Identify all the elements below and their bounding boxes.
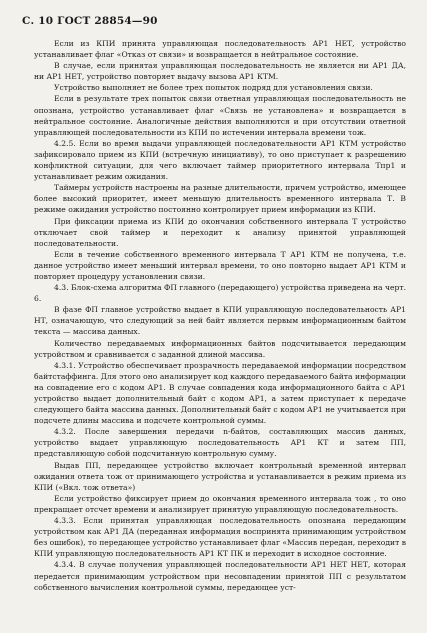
- body-text: [34, 38, 406, 593]
- page-number: С. 10: [22, 15, 54, 27]
- standard-code: ГОСТ 28854—90: [57, 15, 158, 27]
- paragraph: 4.2.5. Если во время выдачи управляющей последовательности АР1 КТМ устройство зафиксировало прием из КПИ (встречную инициативу), то оно приступает к разрешению конфликтной ситуации, для чего включает таймер приоритетного интервала Тпр1 и устанавливает режим ожидания.: [34, 138, 406, 182]
- paragraph: Если из КПИ принята управляющая последовательность АР1 НЕТ, устройство устанавливает флаг «Отказ от связи» и возвращается в нейтральное состояние.: [34, 39, 406, 60]
- paragraph: При фиксации приема из КПИ до окончания собственного интервала Т устройство отключает свой таймер и переходит к анализу принятой управляющей последовательности.: [34, 216, 406, 248]
- paragraph: Таймеры устройств настроены на разные длительности, причем устройство, имеющее более высокий приоритет, имеет меньшую длительность временного интервала Т. В режиме ожидания устройство постоянно контролирует прием информации из КПИ.: [34, 183, 406, 215]
- paragraph: Если в течение собственного временного интервала Т АР1 КТМ не получена, т.е. данное устройство имеет меньший интервал времени, то оно повторно выдает АР1 КТМ и повторяет процедуру установления связи.: [34, 249, 406, 281]
- paragraph: В фазе ФП главное устройство выдает в КПИ управляющую последовательность АР1 НТ, означающую, что следующий за ней байт является первым информационным байтом текста — массива данных.: [34, 305, 406, 337]
- page-header: [22, 15, 158, 27]
- paragraph: Выдав ПП, передающее устройство включает контрольный временной интервал ожидания ответа τож от принимающего устройства и устанавливается в режим приема из КПИ («Вкл. τож ответа»): [34, 460, 406, 492]
- paragraph: 4.3. Блок-схема алгоритма ФП главного (передающего) устройства приведена на черт. 6.: [34, 283, 406, 304]
- paragraph: Если устройство фиксирует прием до окончания временного интервала τож , то оно прекращает отсчет времени и анализирует принятую управляющую последовательность.: [34, 493, 406, 514]
- paragraph: 4.3.1. Устройство обеспечивает прозрачность передаваемой информации посредством байтстаффинга. Для этого оно анализирует код каждого передаваемого байта информации на совпадение его с кодом АР1. В случае совпадения кода информационного байта с АР1 устройство выдает дополнительный байт с кодом АР1, а затем приступает к передаче следующего байта массива данных. Дополнительный байт с кодом АР1 не учитывается при подсчете длины массива и подсчете контрольной суммы.: [34, 360, 406, 426]
- paragraph: 4.3.2. После завершения передачи n-байтов, составляющих массив данных, устройство выдает управляющую последовательность АР1 КТ и затем ПП, представляющую собой подсчитанную контрольную сумму.: [34, 427, 406, 459]
- paragraph: Если в результате трех попыток связи ответная управляющая последовательность не опознана, устройство устанавливает флаг «Связь не установлена» и возвращается в нейтральное состояние. Аналогичные действия выполняются и при отсутствии ответной управляющей последовательности из КПИ по истечении интервала времени τож.: [34, 94, 406, 137]
- paragraph: Количество передаваемых информационных байтов подсчитывается передающим устройством и сравнивается с заданной длиной массива.: [34, 338, 406, 359]
- paragraph: 4.3.4. В случае получения управляющей последовательности АР1 НЕТ НЕТ, которая передается принимающим устройством при несовпадении принятой ПП с результатом собственного вычисления контрольной суммы, передающее уст-: [34, 560, 406, 592]
- paragraph: Устройство выполняет не более трех попыток подряд для установления связи.: [54, 83, 373, 93]
- paragraph: В случае, если принятая управляющая последовательность не является ни АР1 ДА, ни АР1 НЕТ, устройство повторяет выдачу вызова АР1 КТМ.: [34, 61, 406, 82]
- paragraph: 4.3.3. Если принятая управляющая последовательность опознана передающим устройством как АР1 ДА (переданная информация воспринята принимающим устройством без ошибок), то передающее устройство устанавливает флаг «Массив передан, переходит в КПИ управляющую последовательность АР1 КТ ПК и переходит в исходное состояние.: [34, 516, 406, 559]
